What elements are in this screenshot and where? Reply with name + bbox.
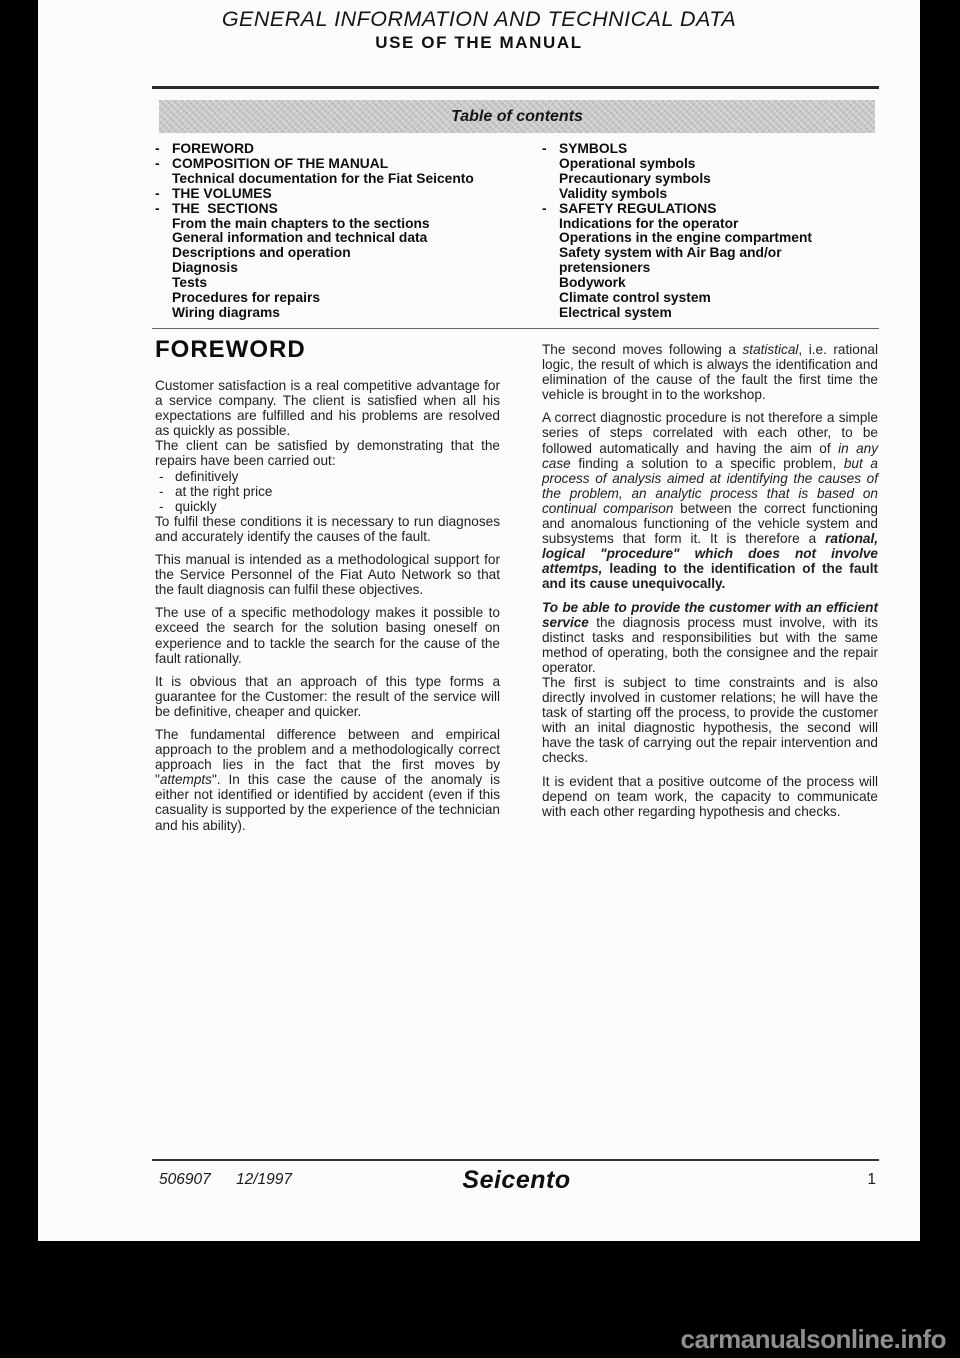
foreword-section	[155, 336, 878, 833]
toc-item	[542, 187, 878, 202]
bullet-dash: -	[159, 483, 164, 499]
paragraph	[542, 410, 878, 591]
toc-item-dash	[542, 306, 559, 321]
toc-item-label: SAFETY REGULATIONS	[559, 200, 717, 216]
footer-rule	[152, 1159, 879, 1161]
text-segment: It is evident that a positive outcome of the process will depend on team work, the capacity to communicate with each other regarding hypothesis and checks.	[542, 773, 878, 819]
toc-item	[155, 291, 500, 306]
toc-item-dash	[155, 261, 172, 276]
section-divider	[152, 328, 879, 329]
bullet-item	[155, 484, 500, 499]
toc-item-dash	[155, 231, 172, 246]
text-segment: statistical	[742, 342, 799, 357]
toc-item	[155, 172, 500, 187]
toc-item	[542, 246, 878, 261]
text-segment: To be able to provide the customer with an efficient service	[542, 599, 878, 630]
paragraph	[155, 605, 500, 665]
text-segment: in any case	[542, 440, 878, 471]
toc-item-label: SYMBOLS	[559, 141, 628, 156]
text-segment: attempts	[159, 772, 212, 788]
text-segment: rational, logical "procedure" which does not involve attemtps,	[542, 531, 878, 577]
toc-item-dash	[155, 217, 172, 232]
toc-item-label: Descriptions and operation	[172, 245, 351, 261]
text-segment: This manual is intended as a methodological support for the Service Personnel of the Fiat Auto Network so that the fault diagnosis can fulfil these objectives.	[155, 552, 500, 598]
toc-item	[155, 187, 500, 202]
toc-item-dash: -	[155, 141, 160, 156]
toc-item	[542, 157, 878, 172]
toc-item-dash: -	[542, 141, 547, 156]
toc-item-dash	[155, 246, 172, 261]
foreword-right-column	[542, 336, 878, 833]
toc-item-label: Bodywork	[559, 275, 626, 291]
toc-item	[155, 276, 500, 291]
toc-item-dash	[542, 187, 559, 202]
text-segment: between the correct functioning and anomalous functioning of the vehicle system and subsystems that form it. It is therefore a	[542, 500, 878, 547]
text-segment: leading to the identification of the fault and its cause unequivocally.	[542, 561, 878, 592]
toc-item	[155, 142, 500, 157]
toc-item-label: COMPOSITION OF THE MANUAL	[172, 155, 389, 171]
document-page	[38, 0, 920, 1241]
toc-item	[542, 231, 878, 246]
foreword-left-column	[155, 336, 500, 833]
text-segment: The fundamental difference between and empirical approach to the problem and a methodologically correct approach lies in the fact that the first moves by "	[155, 726, 500, 788]
toc-item-dash	[542, 276, 559, 291]
paragraph	[542, 774, 878, 819]
bullet-text: quickly	[175, 498, 217, 514]
toc-item-label: Validity symbols	[559, 185, 668, 201]
text-segment: A correct diagnostic procedure is not therefore a simple series of steps correlated with each other, to be followed automatically and having the aim of	[542, 410, 878, 456]
toc-item-label: Operational symbols	[559, 155, 696, 171]
toc-item-label: General information and technical data	[172, 230, 428, 246]
toc-item-dash: -	[155, 185, 160, 201]
toc-item-dash: -	[155, 200, 160, 216]
toc-item-label: Precautionary symbols	[559, 170, 711, 186]
toc-item-label: THE VOLUMES	[172, 185, 272, 201]
toc-item	[155, 217, 500, 232]
toc-item	[542, 291, 878, 306]
paragraph	[155, 727, 500, 833]
toc-item	[155, 202, 500, 217]
text-segment: the diagnosis process must involve, with its distinct tasks and responsibilities but with the same method of operating, both the consignee and the repair operator.	[542, 614, 878, 675]
footer-page-number: 1	[867, 1171, 876, 1188]
header-rule	[152, 86, 879, 89]
footer-date: 12/1997	[236, 1171, 293, 1188]
text-segment: but a process of analysis aimed at identifying the causes of the problem, an analytic process that is based on continual comparison	[542, 455, 878, 516]
toc-item-label: THE SECTIONS	[172, 200, 278, 216]
bullet-dash: -	[159, 498, 164, 514]
toc-item	[542, 261, 878, 276]
toc-item	[542, 306, 878, 321]
toc-item-dash: -	[155, 155, 160, 171]
page-subtitle: USE OF THE MANUAL	[375, 33, 583, 52]
toc-item-label: Procedures for repairs	[172, 290, 320, 306]
paragraph	[155, 514, 500, 544]
toc-item-dash	[155, 172, 172, 187]
bullet-dash: -	[159, 468, 164, 484]
toc-column-left	[155, 142, 500, 321]
toc-item-label: Technical documentation for the Fiat Seicento	[172, 170, 474, 186]
paragraph	[155, 674, 500, 719]
toc-item-label: Tests	[172, 275, 208, 291]
toc-band-label: Table of contents	[451, 108, 583, 125]
toc-item	[542, 142, 878, 157]
text-segment: Customer satisfaction is a real competitive advantage for a service company. The client is satisfied when all his expectations are fulfilled and his problems are resolved as quickly as possible.	[155, 378, 500, 439]
text-segment: The second moves following a	[542, 342, 743, 357]
table-of-contents	[155, 142, 878, 321]
toc-item-label: FOREWORD	[172, 141, 255, 156]
toc-band	[159, 100, 875, 133]
bullet-text: at the right price	[175, 483, 273, 499]
toc-item-label: Operations in the engine compartment	[559, 230, 812, 246]
toc-item-dash	[542, 291, 559, 306]
toc-item	[155, 157, 500, 172]
foreword-right-text	[542, 342, 878, 819]
text-segment: The first is subject to time constraints and is also directly involved in customer relations; he will have the task of starting off the process, to provide the customer with an inital diagnostic hypothesis, the second will have the task of carrying out the repair intervention and checks.	[542, 674, 878, 766]
toc-item	[155, 306, 500, 321]
text-segment: finding a solution to a specific problem,	[570, 455, 844, 471]
toc-column-right	[542, 142, 878, 321]
toc-item-label: Wiring diagrams	[172, 304, 280, 320]
footer-brand-logo: Seicento	[462, 1166, 571, 1194]
text-segment: ". In this case the cause of the anomaly is either not identified or identified by accident (even if this casuality is supported by the experience of the technician and his ability).	[155, 772, 500, 833]
text-segment: , i.e. rational logic, the result of which is always the identification and elimination of the cause of the fault the first time the vehicle is brought in to the workshop.	[542, 342, 878, 403]
toc-item-dash	[542, 261, 559, 276]
toc-item	[542, 202, 878, 217]
toc-item-dash: -	[542, 200, 547, 216]
bullet-item	[155, 469, 500, 484]
section-heading: FOREWORD	[155, 336, 306, 363]
foreword-left-text	[155, 378, 500, 833]
toc-item-dash	[542, 231, 559, 246]
toc-item-dash	[542, 217, 559, 232]
toc-item-label: Climate control system	[559, 290, 711, 306]
text-segment: It is obvious that an approach of this type forms a guarantee for the Customer: the result of the service will be definitive, cheaper and quicker.	[155, 673, 500, 719]
toc-item-label: Indications for the operator	[559, 215, 739, 231]
toc-item	[542, 217, 878, 232]
paragraph	[542, 342, 878, 402]
page-title: GENERAL INFORMATION AND TECHNICAL DATA	[221, 7, 737, 31]
toc-item	[542, 276, 878, 291]
toc-item-label: Safety system with Air Bag and/or	[559, 245, 782, 261]
paragraph	[542, 600, 878, 766]
toc-item	[155, 231, 500, 246]
toc-item	[542, 172, 878, 187]
toc-item	[155, 261, 500, 276]
toc-item-dash	[542, 172, 559, 187]
paragraph	[155, 552, 500, 597]
footer	[155, 1166, 878, 1196]
toc-item-label: From the main chapters to the sections	[172, 215, 430, 231]
text-segment: To fulfil these conditions it is necessary to run diagnoses and accurately identify the causes of the fault.	[155, 513, 500, 544]
toc-item-dash	[155, 306, 172, 321]
toc-item	[155, 246, 500, 261]
watermark: carmanualsonline.info	[680, 1324, 946, 1354]
toc-item-dash	[542, 157, 559, 172]
bullet-text: definitively	[175, 468, 239, 484]
toc-item-label: Electrical system	[559, 304, 672, 320]
toc-item-dash	[542, 246, 559, 261]
paragraph	[155, 378, 500, 469]
toc-item-dash	[155, 291, 172, 306]
bullet-item	[155, 499, 500, 514]
text-segment: The use of a specific methodology makes it possible to exceed the search for the solution basing oneself on experience and to tackle the search for the cause of the fault rationally.	[155, 605, 500, 666]
text-segment: The client can be satisfied by demonstrating that the repairs have been carried out:	[155, 438, 500, 469]
toc-item-label: Diagnosis	[172, 260, 238, 276]
footer-doc-number: 506907	[159, 1171, 211, 1188]
toc-item-label: pretensioners	[559, 260, 651, 276]
toc-item-dash	[155, 276, 172, 291]
